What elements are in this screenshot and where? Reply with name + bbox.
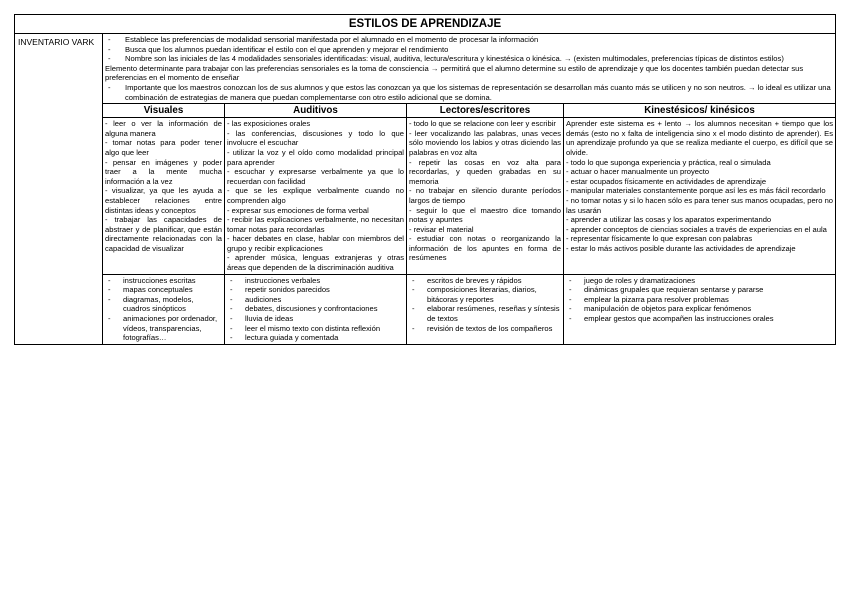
trait-line: - utilizar la voz y el oído como modalidad principal para aprender [227, 147, 404, 167]
trait-line: - que se les explique verbalmente cuando no comprenden algo [227, 186, 404, 205]
column-header-auditivos: Auditivos [225, 104, 407, 118]
example-item: - manipulación de objetos para explicar fenómenos [566, 304, 833, 314]
example-item: - debates, discusiones y confrontaciones [227, 304, 404, 314]
example-item: - repetir sonidos parecidos [227, 285, 404, 295]
trait-line: - estudiar con notas o reorganizando la información de los apuntes en forma de resúmenes [409, 234, 561, 263]
example-item: - mapas conceptuales [105, 285, 222, 295]
trait-line: - no trabajar en silencio durante períodos largos de tiempo [409, 186, 561, 205]
column-header-kinestesicos: Kinestésicos/ kinésicos [564, 104, 836, 118]
trait-line: - aprender a utilizar las cosas y los aparatos experimentando [566, 215, 772, 225]
trait-line: - trabajar las capacidades de abstraer y de planificar, que están directamente relacionadas con la capacidad de visualizar [105, 215, 222, 253]
example-item: - elaborar resúmenes, reseñas y síntesis de textos [409, 304, 561, 323]
trait-line: - aprender música, lenguas extranjeras y otras áreas que dependen de la discriminación auditiva [227, 253, 404, 273]
example-item: - escritos de breves y rápidos [409, 276, 561, 286]
trait-line: - las conferencias, discusiones y todo lo que involucre el escuchar [227, 128, 404, 148]
intro-paragraph: Elemento determinante para trabajar con las preferencias sensoriales es la toma de consciencia → permitirá que el alumno determine su estilo de aprendizaje y que los docentes también puedan detectar sus preferencias en el momento de enseñar [105, 63, 804, 83]
examples-list [409, 276, 561, 334]
trait-line: - visualizar, ya que les ayuda a establecer relaciones entre distintas ideas y conceptos [105, 186, 222, 215]
table-title: ESTILOS DE APRENDIZAJE [15, 15, 836, 34]
intro-bullet-list [105, 35, 833, 64]
trait-line: - actuar o hacer manualmente un proyecto [566, 167, 710, 177]
examples-list [566, 276, 833, 324]
trait-line: - revisar el material [409, 224, 474, 234]
example-item: - juego de roles y dramatizaciones [566, 276, 833, 286]
document-page [14, 14, 835, 345]
example-item: - audiciones [227, 295, 404, 305]
trait-line: - escuchar y expresarse verbalmente ya que lo recuerdan con facilidad [227, 167, 404, 186]
trait-line: - repetir las cosas en voz alta para recordarlas, y queden grabadas en su memoria [409, 157, 561, 186]
example-item: - diagramas, modelos, cuadros sinópticos [105, 295, 222, 314]
learning-styles-table [14, 14, 836, 345]
example-item: - lectura guiada y comentada [227, 333, 404, 343]
trait-line: - las exposiciones orales [227, 119, 311, 129]
intro-bullet: - Importante que los maestros conozcan los de sus alumnos y que estos las conozcan ya que los sistemas de representación se desarrollan más cuanto más se utilicen y no son neutros. → lo ideal es utilizar una combinación de estrategias de manera que puedan complementarse con otro estilo adicional que se domina. [105, 83, 833, 102]
column-header-visuales: Visuales [103, 104, 225, 118]
trait-line: - estar ocupados físicamente en actividades de aprendizaje [566, 176, 767, 186]
intro-bullet: - Busca que los alumnos puedan identificar el estilo con el que aprenden y mejorar el rendimiento [105, 45, 833, 55]
intro-bullet-list-2 [105, 83, 833, 102]
example-item: - composiciones literarias, diarios, bitácoras y reportes [409, 285, 561, 304]
trait-line: - expresar sus emociones de forma verbal [227, 205, 369, 215]
examples-list [105, 276, 222, 343]
example-item: - emplear la pizarra para resolver problemas [566, 295, 833, 305]
examples-cell-kinestesicos [564, 274, 836, 344]
traits-cell-lectores [407, 118, 564, 275]
traits-cell-kinestesicos [564, 118, 836, 275]
example-item: - lluvia de ideas [227, 314, 404, 324]
trait-line: - aprender conceptos de ciencias sociales a través de experiencias en el aula [566, 224, 827, 234]
trait-line: - hacer debates en clase, hablar con miembros del grupo y recibir explicaciones [227, 234, 404, 253]
trait-line: - estar lo más activos posible durante las actividades de aprendizaje [566, 243, 796, 253]
trait-line: - leer vocalizando las palabras, unas veces sólo moviendo los labios y otras diciendo las palabras en voz alta [409, 128, 561, 157]
trait-intro: Aprender este sistema es + lento → los alumnos necesitan + tiempo que los demás (esto no x falta de inteligencia sino x el modo distinto de aprender). Es un aprendizaje profundo ya que se realiza mediante el cuerpo, es difícil que se olvide. [566, 119, 834, 157]
intro-bullet: - Nombre son las iniciales de las 4 modalidades sensoriales identificadas: visual, auditiva, lectura/escritura y kinestésica o kinésica. → (existen multimodales, preferencias típicas de distintos estilos) [105, 54, 833, 64]
trait-line: - seguir lo que el maestro dice tomando notas y apuntes [409, 205, 561, 225]
example-item: - animaciones por ordenador, vídeos, transparencias, fotografías… [105, 314, 222, 343]
trait-line: - todo lo que se relacione con leer y escribir [409, 119, 556, 129]
traits-cell-auditivos [225, 118, 407, 275]
trait-line: - tomar notas para poder tener algo que leer [105, 138, 222, 157]
examples-list [227, 276, 404, 343]
trait-line: - no tomar notas y si lo hacen sólo es para tener sus manos ocupadas, pero no las usarán [566, 195, 834, 215]
example-item: - dinámicas grupales que requieran sentarse y pararse [566, 285, 833, 295]
intro-cell [103, 34, 836, 104]
traits-cell-visuales [103, 118, 225, 275]
trait-line: - pensar en imágenes y poder traer a la mente mucha información a la vez [105, 157, 222, 186]
column-header-lectores: Lectores/escritores [407, 104, 564, 118]
example-item: - leer el mismo texto con distinta reflexión [227, 324, 404, 334]
trait-line: - manipular materiales constantemente porque así les es más fácil recordarlo [566, 186, 826, 196]
example-item: - instrucciones verbales [227, 276, 404, 286]
examples-cell-lectores [407, 274, 564, 344]
trait-line: - representar físicamente lo que expresan con palabras [566, 234, 753, 244]
example-item: - instrucciones escritas [105, 276, 222, 286]
trait-line: - recibir las explicaciones verbalmente, no necesitan tomar notas para recordarlas [227, 215, 404, 234]
intro-bullet: - Establece las preferencias de modalidad sensorial manifestada por el alumnado en el momento de procesar la información [105, 35, 833, 45]
trait-line: - leer o ver la información de alguna manera [105, 119, 222, 138]
example-item: - emplear gestos que acompañen las instrucciones orales [566, 314, 833, 324]
example-item: - revisión de textos de los compañeros [409, 324, 561, 334]
row-label-vark: INVENTARIO VARK [15, 34, 103, 345]
examples-cell-visuales [103, 274, 225, 344]
examples-cell-auditivos [225, 274, 407, 344]
trait-line: - todo lo que suponga experiencia y práctica, real o simulada [566, 157, 771, 167]
